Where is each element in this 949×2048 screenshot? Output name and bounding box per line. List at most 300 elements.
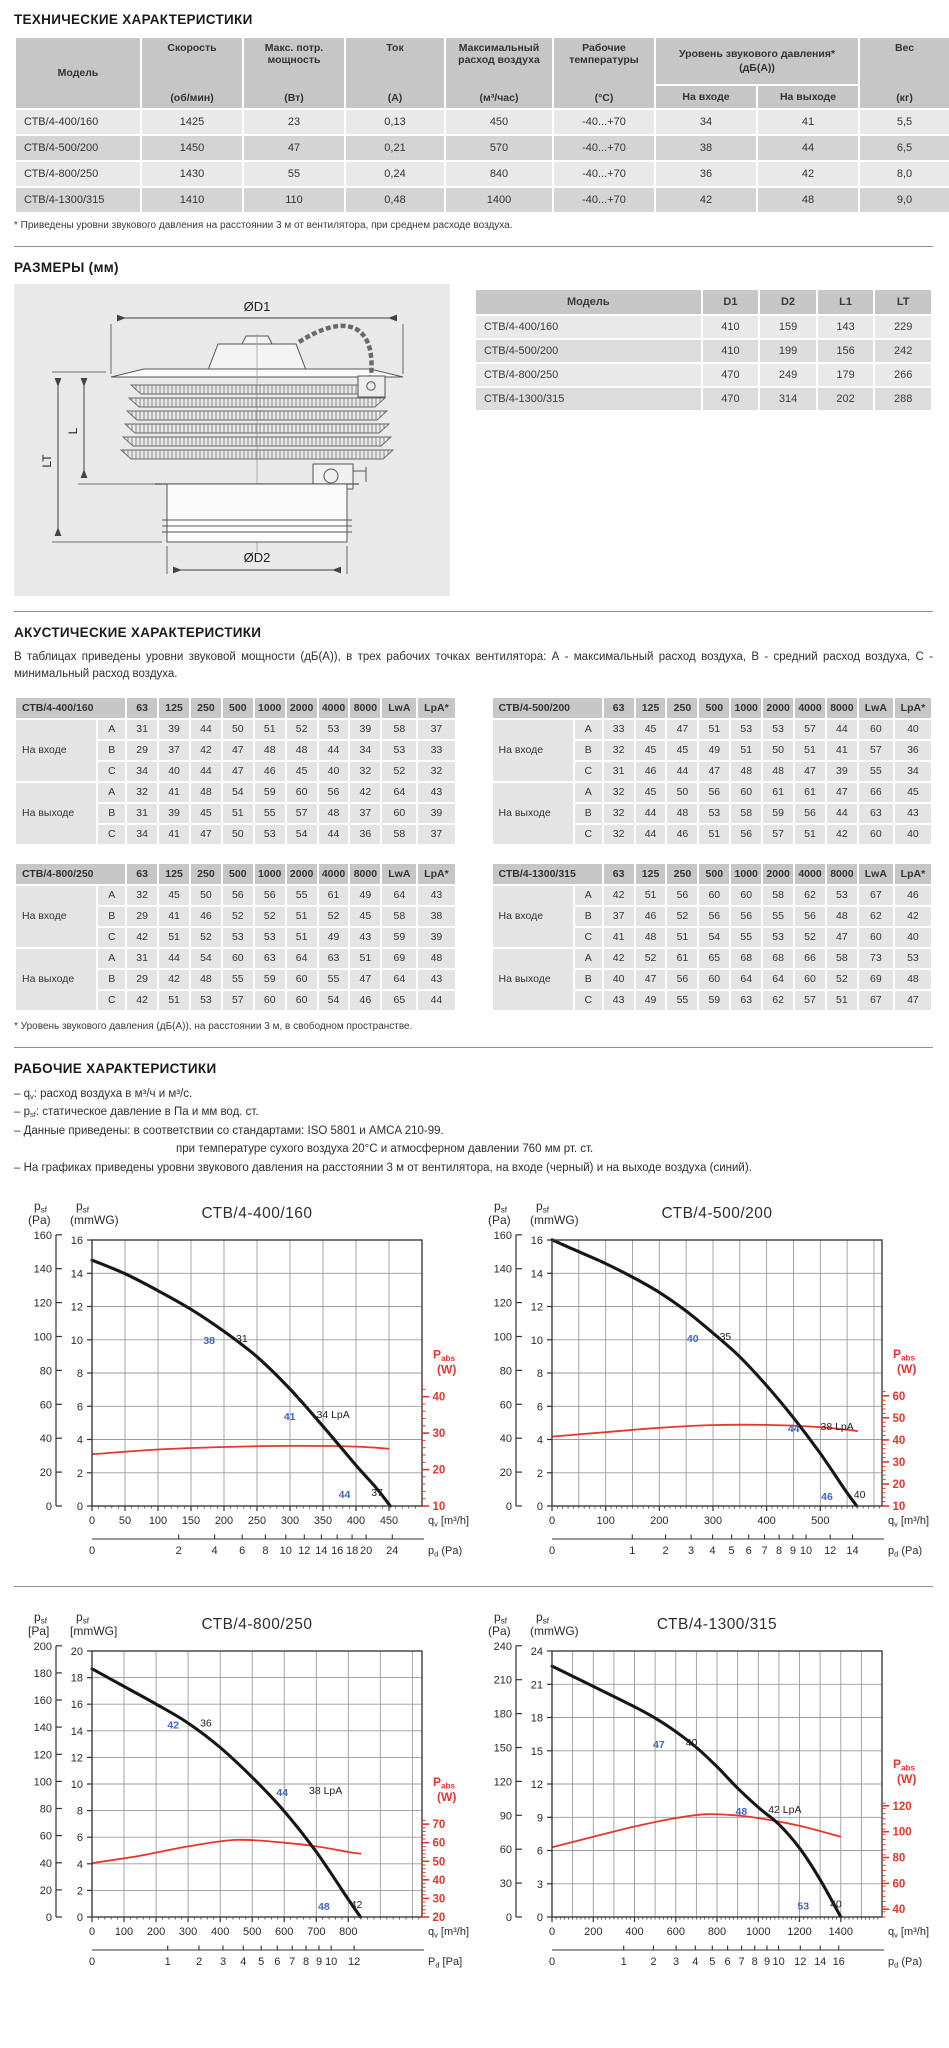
acoustic-value-cell: 60 — [287, 783, 317, 802]
acoustic-band-header: 2000 — [287, 864, 317, 884]
svg-text:38 LpA: 38 LpA — [820, 1420, 854, 1433]
dims-cell-value: 266 — [875, 364, 931, 386]
svg-text:4: 4 — [709, 1544, 716, 1557]
tech-col-header-wrap — [448, 40, 550, 106]
acoustic-value-cell: 69 — [382, 949, 416, 968]
dims-cell-value: 249 — [760, 364, 816, 386]
acoustic-value-cell: 66 — [859, 783, 893, 802]
svg-text:20: 20 — [39, 1466, 52, 1479]
acoustic-band-header: 8000 — [350, 698, 380, 718]
acoustic-point-label: С — [575, 991, 602, 1010]
acoustic-value-cell: 39 — [159, 720, 189, 739]
acoustic-point-label: А — [575, 886, 602, 905]
svg-text:400: 400 — [346, 1514, 366, 1527]
acoustic-value-cell: 52 — [795, 928, 825, 947]
svg-text:38: 38 — [203, 1334, 215, 1347]
svg-text:90: 90 — [499, 1809, 512, 1822]
acoustic-value-cell: 51 — [350, 949, 380, 968]
svg-text:140: 140 — [33, 1263, 52, 1276]
tech-cell-value: 5,5 — [860, 110, 949, 134]
l-label: L — [66, 427, 80, 435]
acoustic-value-cell: 44 — [319, 825, 349, 844]
acoustic-value-cell: 48 — [191, 783, 221, 802]
svg-text:6: 6 — [76, 1400, 83, 1413]
svg-text:12: 12 — [530, 1778, 543, 1791]
acoustic-value-cell: 57 — [763, 825, 793, 844]
acoustic-value-cell: 31 — [127, 804, 157, 823]
acoustic-value-cell: 38 — [418, 907, 454, 926]
acoustic-value-cell: 53 — [223, 928, 253, 947]
acoustic-value-cell: 57 — [795, 991, 825, 1010]
acoustic-value-cell: 59 — [255, 783, 285, 802]
fan-drawing-box — [14, 284, 450, 596]
acoustic-band-header: 125 — [159, 864, 189, 884]
tech-col-unit: (дБ(А)) — [739, 62, 775, 75]
svg-text:100: 100 — [33, 1331, 52, 1344]
dims-head-row — [476, 290, 931, 314]
acoustic-value-cell: 32 — [418, 762, 454, 781]
svg-text:0: 0 — [548, 1955, 555, 1968]
acoustic-value-cell: 54 — [191, 949, 221, 968]
svg-text:500: 500 — [243, 1925, 262, 1938]
charts-divider — [14, 1586, 933, 1587]
svg-text:6: 6 — [76, 1831, 83, 1844]
acoustic-value-cell: 68 — [731, 949, 761, 968]
svg-text:40: 40 — [853, 1488, 865, 1501]
acoustic-value-cell: 45 — [636, 783, 666, 802]
chart-ctb4-400-160 — [14, 1194, 474, 1576]
acoustic-value-cell: 46 — [636, 907, 666, 926]
acoustic-value-cell: 52 — [636, 949, 666, 968]
svg-text:24: 24 — [386, 1544, 399, 1557]
acoustic-value-cell: 44 — [827, 720, 857, 739]
tech-cell-value: 36 — [656, 162, 756, 186]
acoustic-point-label: А — [98, 886, 125, 905]
svg-text:12: 12 — [823, 1544, 836, 1557]
acoustic-band-header: 250 — [191, 864, 221, 884]
acoustic-value-cell: 60 — [859, 928, 893, 947]
svg-text:14: 14 — [315, 1544, 328, 1557]
d1-label: ØD1 — [243, 299, 271, 314]
svg-text:60: 60 — [39, 1830, 52, 1843]
acoustic-value-cell: 60 — [287, 991, 317, 1010]
acoustic-head-row — [16, 864, 455, 884]
svg-text:1400: 1400 — [828, 1925, 853, 1938]
acoustic-value-cell: 53 — [255, 928, 285, 947]
acoustic-point-label: В — [98, 907, 125, 926]
acoustic-value-cell: 60 — [223, 949, 253, 968]
tech-weight-wrap — [862, 40, 947, 106]
acoustic-table — [491, 696, 934, 846]
svg-text:6: 6 — [536, 1400, 543, 1413]
svg-text:12: 12 — [298, 1544, 311, 1557]
svg-text:20: 20 — [892, 1478, 905, 1491]
acoustic-value-cell: 51 — [255, 720, 285, 739]
tech-col-title: Рабочие температуры — [569, 42, 639, 66]
svg-text:4: 4 — [691, 1955, 698, 1968]
svg-text:1: 1 — [628, 1544, 635, 1557]
acoustic-value-cell: 52 — [827, 970, 857, 989]
acoustic-band-header: 500 — [223, 698, 253, 718]
svg-text:8: 8 — [302, 1955, 310, 1968]
acoustic-value-cell: 65 — [699, 949, 729, 968]
performance-note-line: – $p_{sf}$: статическое давление в Па и мм вод. ст. — [14, 1106, 259, 1120]
acoustic-value-cell: 48 — [667, 804, 697, 823]
svg-text:200: 200 — [649, 1514, 668, 1527]
svg-text:24: 24 — [530, 1645, 543, 1658]
acoustic-band-header: 63 — [604, 864, 634, 884]
acoustic-value-cell: 29 — [127, 970, 157, 989]
performance-note-line: при температуре сухого воздуха 20°С и атмосферном давлении 760 мм рт. ст. — [176, 1143, 594, 1156]
acoustic-band-header: 4000 — [319, 864, 349, 884]
acoustic-value-cell: 51 — [223, 804, 253, 823]
acoustic-value-cell: 48 — [255, 741, 285, 760]
acoustic-value-cell: 44 — [191, 762, 221, 781]
acoustic-value-cell: 39 — [418, 804, 454, 823]
acoustic-value-cell: 45 — [636, 741, 666, 760]
svg-text:40: 40 — [39, 1432, 52, 1445]
acoustic-value-cell: 53 — [731, 720, 761, 739]
svg-text:[mmWG]: [mmWG] — [70, 1623, 118, 1638]
acoustic-point-label: А — [575, 949, 602, 968]
svg-text:40: 40 — [499, 1432, 512, 1445]
tech-cell-model: СТВ/4-800/250 — [16, 162, 140, 186]
svg-text:6: 6 — [239, 1544, 246, 1557]
acoustic-value-cell: 41 — [827, 741, 857, 760]
svg-text:qv [m³/h]: $q_v$ [m³/h] — [428, 1925, 470, 1940]
acoustic-value-cell: 60 — [795, 970, 825, 989]
acoustic-point-label: А — [98, 949, 125, 968]
acoustic-value-cell: 61 — [319, 886, 349, 905]
acoustic-value-cell: 45 — [667, 741, 697, 760]
svg-text:100: 100 — [33, 1776, 52, 1789]
dims-table-row — [476, 388, 931, 410]
acoustic-value-cell: 43 — [895, 804, 931, 823]
svg-text:(W): (W) — [437, 1362, 457, 1377]
acoustic-value-cell: 52 — [667, 907, 697, 926]
svg-text:Pabs: $P_{abs}$ — [892, 1756, 915, 1772]
acoustic-value-cell: 44 — [191, 720, 221, 739]
svg-text:6: 6 — [724, 1955, 731, 1968]
acoustic-value-cell: 41 — [159, 783, 189, 802]
acoustic-point-label: С — [575, 825, 602, 844]
svg-text:20: 20 — [499, 1466, 512, 1479]
acoustic-table — [14, 696, 457, 846]
svg-text:40: 40 — [432, 1874, 446, 1887]
svg-text:2: 2 — [76, 1467, 83, 1480]
tech-col-weight — [860, 38, 949, 108]
tech-col-title: Макс. потр. мощность — [264, 42, 324, 66]
acoustic-footnote: * Уровень звукового давления (дБ(А)), на расстоянии 3 м, в свободном пространстве. — [14, 1020, 413, 1032]
svg-text:42: 42 — [167, 1719, 180, 1732]
svg-text:44: 44 — [787, 1422, 799, 1435]
svg-text:2: 2 — [175, 1544, 182, 1557]
acoustic-value-cell: 40 — [895, 928, 931, 947]
acoustic-data-row — [493, 886, 932, 905]
acoustic-value-cell: 40 — [895, 720, 931, 739]
acoustic-band-header: 2000 — [287, 698, 317, 718]
acoustic-value-cell: 37 — [350, 804, 380, 823]
svg-text:12: 12 — [70, 1301, 83, 1314]
acoustic-value-cell: 32 — [604, 804, 634, 823]
dims-cell-value: 470 — [703, 388, 759, 410]
acoustic-data-row — [16, 949, 455, 968]
acoustic-value-cell: 37 — [418, 825, 454, 844]
acoustic-band-header: 1000 — [255, 698, 285, 718]
svg-text:8: 8 — [76, 1805, 83, 1818]
acoustic-table — [14, 862, 457, 1012]
svg-text:20: 20 — [39, 1884, 52, 1897]
acoustic-value-cell: 34 — [127, 762, 157, 781]
acoustic-value-cell: 48 — [191, 970, 221, 989]
svg-text:3: 3 — [536, 1878, 543, 1891]
tech-cell-value: 1450 — [142, 136, 242, 160]
svg-text:4: 4 — [536, 1434, 543, 1447]
acoustic-group-label: На выходе — [16, 783, 96, 844]
acoustic-band-header: 8000 — [827, 698, 857, 718]
dims-cell-value: 242 — [875, 340, 931, 362]
dims-cell-value: 470 — [703, 364, 759, 386]
acoustic-value-cell: 59 — [382, 928, 416, 947]
tech-col-header — [244, 38, 344, 108]
acoustic-value-cell: 67 — [859, 886, 893, 905]
tech-cell-value: 110 — [244, 188, 344, 212]
svg-text:40: 40 — [892, 1434, 905, 1447]
acoustic-value-cell: 43 — [418, 970, 454, 989]
svg-text:0: 0 — [45, 1911, 52, 1924]
svg-text:Pabs: $P_{abs}$ — [433, 1347, 456, 1363]
acoustic-value-cell: 47 — [223, 762, 253, 781]
tech-col-header — [554, 38, 654, 108]
power-cable — [299, 326, 372, 376]
acoustic-value-cell: 46 — [667, 825, 697, 844]
svg-text:2: 2 — [662, 1544, 669, 1557]
dims-col-header: LT — [875, 290, 931, 314]
svg-text:pd (Pa): $p_d$ (Pa) — [887, 1955, 922, 1970]
performance-note-line: – Данные приведены: в соответствии со стандартами: ISO 5801 и AMCA 210-99. — [14, 1124, 444, 1137]
svg-text:80: 80 — [892, 1852, 905, 1865]
dims-col-header: Модель — [476, 290, 701, 314]
acoustic-value-cell: 53 — [319, 720, 349, 739]
svg-text:100: 100 — [493, 1331, 512, 1344]
acoustic-value-cell: 61 — [667, 949, 697, 968]
acoustic-value-cell: 32 — [350, 762, 380, 781]
acoustic-band-header: 63 — [127, 698, 157, 718]
svg-text:0: 0 — [88, 1925, 96, 1938]
acoustic-value-cell: 51 — [667, 928, 697, 947]
acoustic-value-cell: 47 — [223, 741, 253, 760]
acoustic-value-cell: 42 — [159, 970, 189, 989]
tech-table-row — [16, 110, 949, 134]
dims-cell-model: СТВ/4-1300/315 — [476, 388, 701, 410]
svg-text:(mmWG): (mmWG) — [529, 1212, 579, 1227]
svg-text:20: 20 — [359, 1544, 373, 1557]
svg-text:150: 150 — [493, 1742, 512, 1755]
dims-table-row — [476, 340, 931, 362]
acoustic-data-row — [493, 949, 932, 968]
acoustic-value-cell: 56 — [255, 886, 285, 905]
acoustic-value-cell: 39 — [827, 762, 857, 781]
acoustic-band-header: LpA* — [418, 698, 454, 718]
acoustic-value-cell: 60 — [699, 886, 729, 905]
dims-cell-value: 229 — [875, 316, 931, 338]
acoustic-value-cell: 62 — [763, 991, 793, 1010]
acoustic-value-cell: 37 — [418, 720, 454, 739]
svg-text:50: 50 — [892, 1412, 905, 1425]
svg-text:38 LpA: 38 LpA — [309, 1784, 343, 1797]
svg-text:6: 6 — [274, 1955, 281, 1968]
acoustic-value-cell: 56 — [667, 886, 697, 905]
svg-text:16: 16 — [530, 1234, 543, 1247]
acoustic-group-label: На выходе — [493, 949, 573, 1010]
svg-text:(W): (W) — [896, 1361, 916, 1376]
acoustic-value-cell: 45 — [287, 762, 317, 781]
svg-text:6: 6 — [536, 1845, 543, 1858]
acoustic-band-header: 4000 — [795, 698, 825, 718]
svg-text:37: 37 — [371, 1486, 383, 1499]
acoustic-point-label: С — [98, 928, 125, 947]
acoustic-band-header: 8000 — [827, 864, 857, 884]
svg-text:4: 4 — [240, 1955, 247, 1968]
svg-text:4: 4 — [76, 1434, 83, 1447]
acoustic-point-label: С — [98, 825, 125, 844]
svg-text:pd (Pa): $p_d$ (Pa) — [428, 1544, 463, 1559]
acoustic-data-row — [16, 886, 455, 905]
svg-text:2: 2 — [649, 1955, 656, 1968]
acoustic-band-header: 2000 — [763, 864, 793, 884]
acoustic-value-cell: 45 — [350, 907, 380, 926]
acoustic-value-cell: 47 — [699, 762, 729, 781]
svg-text:20: 20 — [70, 1645, 83, 1658]
acoustic-value-cell: 44 — [418, 991, 454, 1010]
acoustic-value-cell: 47 — [667, 720, 697, 739]
acoustic-value-cell: 58 — [827, 949, 857, 968]
tech-cell-value: 44 — [758, 136, 858, 160]
dims-cell-value: 314 — [760, 388, 816, 410]
svg-text:48: 48 — [735, 1805, 747, 1818]
acoustic-value-cell: 49 — [699, 741, 729, 760]
tech-cell-value: 47 — [244, 136, 344, 160]
acoustic-value-cell: 42 — [604, 886, 634, 905]
acoustic-band-header: 4000 — [319, 698, 349, 718]
tech-col-sound-sub: На входе — [656, 86, 756, 108]
tech-cell-value: 6,5 — [860, 136, 949, 160]
svg-text:600: 600 — [666, 1925, 685, 1938]
acoustic-value-cell: 52 — [255, 907, 285, 926]
svg-text:(W): (W) — [896, 1771, 916, 1786]
chart-ctb4-1300-315 — [474, 1605, 934, 1987]
svg-text:160: 160 — [33, 1229, 52, 1242]
dims-table-row — [476, 316, 931, 338]
svg-text:120: 120 — [33, 1297, 52, 1310]
tech-col-unit: (Вт) — [284, 92, 304, 104]
acoustic-value-cell: 50 — [223, 720, 253, 739]
acoustic-value-cell: 68 — [763, 949, 793, 968]
tech-col-unit: (кг) — [896, 92, 913, 104]
svg-text:0: 0 — [88, 1544, 96, 1557]
acoustic-value-cell: 42 — [350, 783, 380, 802]
acoustic-value-cell: 43 — [418, 783, 454, 802]
acoustic-value-cell: 41 — [604, 928, 634, 947]
svg-text:4: 4 — [211, 1544, 218, 1557]
tech-cell-value: 42 — [758, 162, 858, 186]
tech-footnote: * Приведены уровни звукового давления на расстоянии 3 м от вентилятора, при среднем расходе воздуха. — [14, 220, 513, 231]
tech-col-title: Максимальный расход воздуха — [458, 42, 540, 66]
svg-text:12: 12 — [347, 1955, 361, 1968]
acoustic-value-cell: 52 — [223, 907, 253, 926]
svg-text:30: 30 — [499, 1877, 512, 1890]
svg-text:10: 10 — [325, 1955, 338, 1968]
acoustic-value-cell: 46 — [895, 886, 931, 905]
svg-text:150: 150 — [181, 1514, 201, 1527]
svg-text:psf: $p_{sf}$ — [535, 1198, 549, 1215]
acoustic-value-cell: 42 — [191, 741, 221, 760]
svg-text:50: 50 — [118, 1514, 132, 1527]
acoustic-point-label: В — [575, 804, 602, 823]
svg-text:psf: $p_{sf}$ — [76, 1198, 90, 1215]
svg-text:10: 10 — [530, 1334, 543, 1347]
svg-text:СТВ/4-500/200: СТВ/4-500/200 — [660, 1204, 773, 1222]
svg-text:7: 7 — [760, 1544, 768, 1557]
svg-text:0: 0 — [76, 1911, 83, 1924]
acoustic-band-header: 125 — [159, 698, 189, 718]
acoustic-table — [491, 862, 934, 1012]
tech-col-model: Модель — [16, 38, 140, 108]
svg-text:50: 50 — [432, 1855, 446, 1868]
performance-chart-svg — [474, 1194, 933, 1572]
lt-label: LT — [40, 454, 54, 468]
acoustic-point-label: В — [575, 907, 602, 926]
svg-text:(Pa): (Pa) — [487, 1623, 511, 1638]
svg-text:30: 30 — [432, 1427, 446, 1440]
svg-text:46: 46 — [820, 1490, 833, 1503]
svg-text:60: 60 — [892, 1878, 905, 1891]
svg-text:(Pa): (Pa) — [28, 1212, 51, 1227]
acoustic-point-label: В — [98, 741, 125, 760]
acoustic-value-cell: 57 — [223, 991, 253, 1010]
svg-text:9: 9 — [315, 1955, 323, 1968]
acoustic-value-cell: 66 — [795, 949, 825, 968]
acoustic-point-label: А — [98, 720, 125, 739]
acoustic-value-cell: 64 — [382, 783, 416, 802]
svg-text:44: 44 — [338, 1488, 351, 1501]
acoustic-value-cell: 32 — [127, 783, 157, 802]
svg-text:180: 180 — [493, 1708, 512, 1721]
acoustic-value-cell: 47 — [350, 970, 380, 989]
acoustic-value-cell: 59 — [255, 970, 285, 989]
acoustic-value-cell: 64 — [287, 949, 317, 968]
acoustic-section-heading: АКУСТИЧЕСКИЕ ХАРАКТЕРИСТИКИ — [14, 625, 262, 640]
svg-text:500: 500 — [810, 1514, 829, 1527]
acoustic-value-cell: 48 — [895, 970, 931, 989]
acoustic-value-cell: 50 — [223, 825, 253, 844]
acoustic-intro: В таблицах приведены уровни звуковой мощности (дБ(А)), в трех рабочих точках вентилятора: А - максимальный расход воздуха, В - средний расход воздуха, С - минимальный расход воздуха. — [14, 651, 933, 681]
acoustic-head-row — [493, 698, 932, 718]
svg-text:120: 120 — [33, 1748, 52, 1761]
acoustic-value-cell: 41 — [159, 825, 189, 844]
performance-chart-svg — [14, 1194, 473, 1572]
svg-text:1: 1 — [620, 1955, 627, 1968]
acoustic-value-cell: 56 — [667, 970, 697, 989]
svg-text:60: 60 — [499, 1843, 512, 1856]
acoustic-value-cell: 31 — [127, 949, 157, 968]
svg-text:240: 240 — [493, 1640, 512, 1653]
acoustic-value-cell: 43 — [350, 928, 380, 947]
acoustic-band-header: 2000 — [763, 698, 793, 718]
acoustic-value-cell: 42 — [895, 907, 931, 926]
svg-text:СТВ/4-800/250: СТВ/4-800/250 — [201, 1615, 313, 1633]
acoustic-value-cell: 36 — [895, 741, 931, 760]
